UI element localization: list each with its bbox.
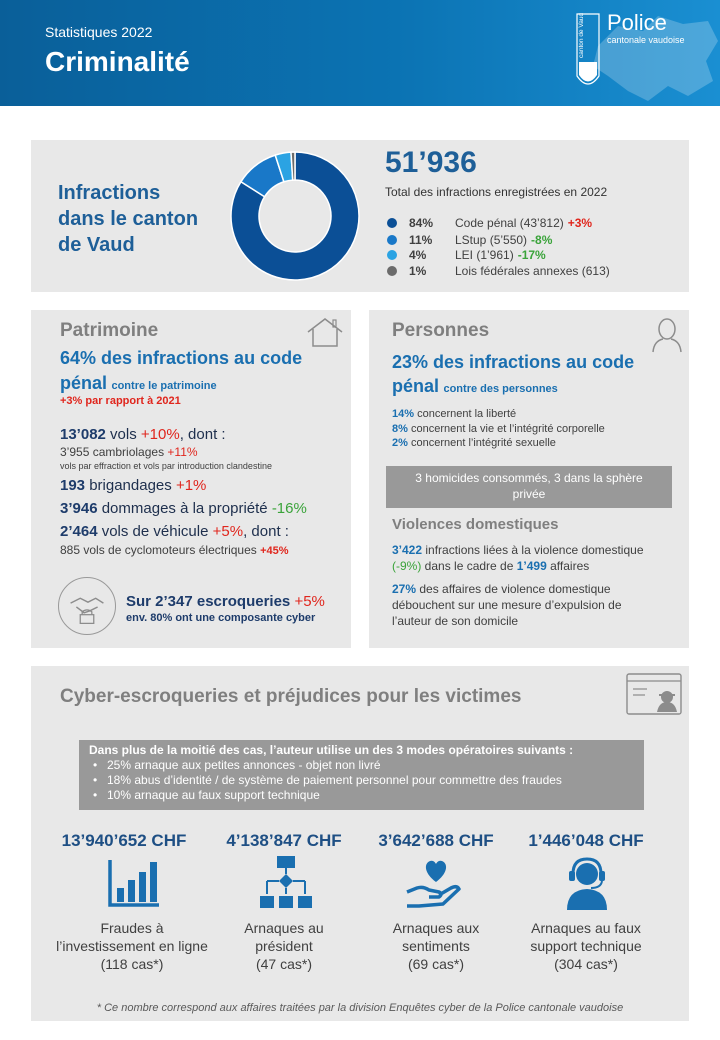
vehicules-line xyxy=(60,523,289,540)
violences-domestiques-title: Violences domestiques xyxy=(392,516,559,533)
vd-stat-1 xyxy=(392,542,644,574)
case-label-line: l’investissement en ligne xyxy=(56,938,208,954)
legend-change: +3% xyxy=(567,216,593,230)
personnes-line-pct: 2% xyxy=(392,437,408,449)
dommages-line xyxy=(60,500,307,517)
vehicules-number: 2’464 xyxy=(60,523,98,540)
legend-label-text: LStup (5’550) xyxy=(455,233,528,247)
vols-number: 13’082 xyxy=(60,426,106,443)
cyclo-change: +45% xyxy=(260,545,289,557)
case-label-line: Fraudes à xyxy=(100,920,164,936)
house-icon xyxy=(305,316,345,348)
escroqueries-change: +5% xyxy=(294,593,325,610)
infractions-donut-chart xyxy=(229,150,361,282)
legend-item xyxy=(385,216,685,232)
cyber-modes-box xyxy=(79,740,644,810)
personnes-headline-2 xyxy=(392,376,558,397)
support-agent-icon xyxy=(563,856,611,912)
logo-title: Police xyxy=(607,10,667,35)
amount-sentiments: 3’642’688 CHF xyxy=(378,831,494,850)
vd-stat-2 xyxy=(392,581,622,629)
legend-label xyxy=(455,248,546,262)
infractions-title-line: Infractions xyxy=(58,182,161,204)
cyclo-label: 885 vols de cyclomoteurs électriques xyxy=(60,543,261,557)
legend-swatch xyxy=(387,266,397,276)
vehicules-suffix: , dont : xyxy=(243,523,289,540)
vd-num-2: 1’499 xyxy=(516,559,547,573)
dommages-label: dommages à la propriété xyxy=(97,500,272,517)
patrimoine-headline-2 xyxy=(60,373,217,394)
personnes-line-text: concernent la vie et l’intégrité corporelle xyxy=(407,423,605,435)
total-infractions-label: Total des infractions enregistrées en 2022 xyxy=(385,185,608,199)
logo-subtitle: cantonale vaudoise xyxy=(607,35,685,45)
legend-item xyxy=(385,264,685,280)
vehicules-change: +5% xyxy=(212,523,244,540)
case-count: (69 cas*) xyxy=(407,956,465,972)
case-label-line: sentiments xyxy=(402,938,470,954)
cyber-panel xyxy=(31,666,689,1021)
vd-text-3: affaires xyxy=(546,559,590,573)
vols-line xyxy=(60,426,226,443)
heart-hand-icon xyxy=(405,856,467,910)
personnes-line xyxy=(392,437,556,449)
vd-change-1: (-9%) xyxy=(392,559,422,573)
escroqueries-note: env. 80% ont une composante cyber xyxy=(126,612,316,624)
page-title: Criminalité xyxy=(45,46,190,77)
cyber-mode-item: • 10% arnaque au faux support technique xyxy=(89,788,634,803)
legend-item xyxy=(385,248,685,264)
patrimoine-headline-small: contre le patrimoine xyxy=(111,380,217,392)
personnes-line-pct: 8% xyxy=(392,423,408,435)
escroqueries-label: Sur 2’347 escroqueries xyxy=(126,593,295,610)
case-label-line: Arnaques au xyxy=(244,920,324,936)
legend-change: -17% xyxy=(517,248,546,262)
dommages-number: 3’946 xyxy=(60,500,98,517)
cyber-mode-item: • 25% arnaque aux petites annonces - objet non livré xyxy=(89,758,634,773)
legend-label-text: LEI (1’961) xyxy=(455,248,514,262)
patrimoine-change: +3% par rapport à 2021 xyxy=(60,395,181,407)
vd2-text-1: des affaires de violence domestique xyxy=(416,582,611,596)
header-subtitle: Statistiques 2022 xyxy=(45,24,153,40)
org-chart-icon xyxy=(259,854,313,912)
personnes-title: Personnes xyxy=(392,320,490,341)
infractions-title-line: dans le canton xyxy=(58,208,199,230)
legend-swatch xyxy=(387,235,397,245)
cambriolages-label: 3’955 cambriolages xyxy=(60,445,168,459)
brigandages-number: 193 xyxy=(60,477,86,494)
vd2-text-3: l’auteur de son domicile xyxy=(392,614,519,628)
legend-pct: 4% xyxy=(409,248,427,262)
bar-chart-icon xyxy=(107,856,161,908)
label-president xyxy=(209,919,359,973)
cyclo-line xyxy=(60,543,289,557)
personnes-headline-small: contre des personnes xyxy=(443,383,558,395)
vd-text-1: infractions liées à la violence domestique xyxy=(422,543,644,557)
personnes-line xyxy=(392,423,605,435)
amount-president: 4’138’847 CHF xyxy=(226,831,342,850)
patrimoine-headline: 64% des infractions au code xyxy=(60,348,303,368)
label-support xyxy=(511,919,661,973)
brigandages-change: +1% xyxy=(175,477,207,494)
legend-label-text: Code pénal (43’812) xyxy=(455,216,564,230)
amount-support: 1’446’048 CHF xyxy=(528,831,644,850)
cyber-box-heading: Dans plus de la moitié des cas, l’auteur utilise un des 3 modes opératoires suivants : xyxy=(89,743,574,757)
patrimoine-headline-word: pénal xyxy=(60,373,108,393)
cyber-title: Cyber-escroqueries et préjudices pour les victimes xyxy=(60,686,522,707)
infractions-title xyxy=(58,180,218,258)
amount-investissement: 13’940’652 CHF xyxy=(61,831,187,850)
infractions-title-line: de Vaud xyxy=(58,234,135,256)
patrimoine-panel xyxy=(31,310,351,648)
vd2-text-2: débouchent sur une mesure d’expulsion de xyxy=(392,598,622,612)
personnes-line xyxy=(392,408,516,420)
personnes-panel xyxy=(369,310,689,648)
label-investissement xyxy=(37,919,227,973)
personnes-headline-word: pénal xyxy=(392,376,440,396)
footnote: * Ce nombre correspond aux affaires traitées par la division Enquêtes cyber de la Police cantonale vaudoise xyxy=(96,1002,624,1014)
case-label-line: Arnaques aux xyxy=(392,920,480,936)
personnes-line-text: concernent l’intégrité sexuelle xyxy=(407,437,556,449)
legend-pct: 11% xyxy=(409,233,433,247)
label-sentiments xyxy=(361,919,511,973)
legend-pct: 84% xyxy=(409,216,434,230)
personnes-line-pct: 14% xyxy=(392,408,415,420)
case-label-line: Arnaques au faux xyxy=(531,920,641,936)
vd-pct-2: 27% xyxy=(392,582,417,596)
case-count: (304 cas*) xyxy=(554,956,618,972)
cyber-mode-item: • 18% abus d’identité / de système de paiement personnel pour commettre des fraudes xyxy=(89,773,634,788)
vd-num-1: 3’422 xyxy=(392,543,423,557)
infractions-panel xyxy=(31,140,689,292)
case-label-line: support technique xyxy=(530,938,642,954)
vd-text-2: dans le cadre de xyxy=(421,559,517,573)
legend-label xyxy=(455,264,614,278)
total-infractions: 51’936 xyxy=(385,146,477,179)
patrimoine-title: Patrimoine xyxy=(60,320,159,341)
hacker-screen-icon xyxy=(625,672,683,716)
case-label-line: président xyxy=(255,938,313,954)
logo-vertical-text: canton de Vaud xyxy=(578,12,585,58)
brigandages-label: brigandages xyxy=(85,477,176,494)
personnes-headline: 23% des infractions au code xyxy=(392,352,635,372)
case-count: (118 cas*) xyxy=(100,956,164,972)
vaud-shield-icon xyxy=(574,12,602,94)
legend-swatch xyxy=(387,218,397,228)
person-icon xyxy=(650,316,684,354)
escroqueries-line xyxy=(126,593,325,610)
case-count: (47 cas*) xyxy=(255,956,313,972)
vols-change: +10% xyxy=(140,426,180,443)
header-banner xyxy=(0,0,720,106)
legend-label xyxy=(455,216,592,230)
cambriolages-note: vols par effraction et vols par introduction clandestine xyxy=(60,461,272,471)
cambriolages-change: +11% xyxy=(167,445,198,459)
homicides-box: 3 homicides consommés, 3 dans la sphère privée xyxy=(386,466,672,508)
legend-change: -8% xyxy=(531,233,553,247)
legend-swatch xyxy=(387,250,397,260)
legend-pct: 1% xyxy=(409,264,427,278)
legend-label-text: Lois fédérales annexes (613) xyxy=(455,264,610,278)
legend-item xyxy=(385,233,685,249)
handshake-icon xyxy=(58,577,116,635)
vehicules-label: vols de véhicule xyxy=(97,523,213,540)
vols-suffix: , dont : xyxy=(179,426,226,443)
personnes-line-text: concernent la liberté xyxy=(414,408,517,420)
vols-label: vols xyxy=(105,426,141,443)
legend-label xyxy=(455,233,552,247)
brigandages-line xyxy=(60,477,206,494)
dommages-change: -16% xyxy=(271,500,307,517)
cambriolages-line xyxy=(60,445,198,459)
